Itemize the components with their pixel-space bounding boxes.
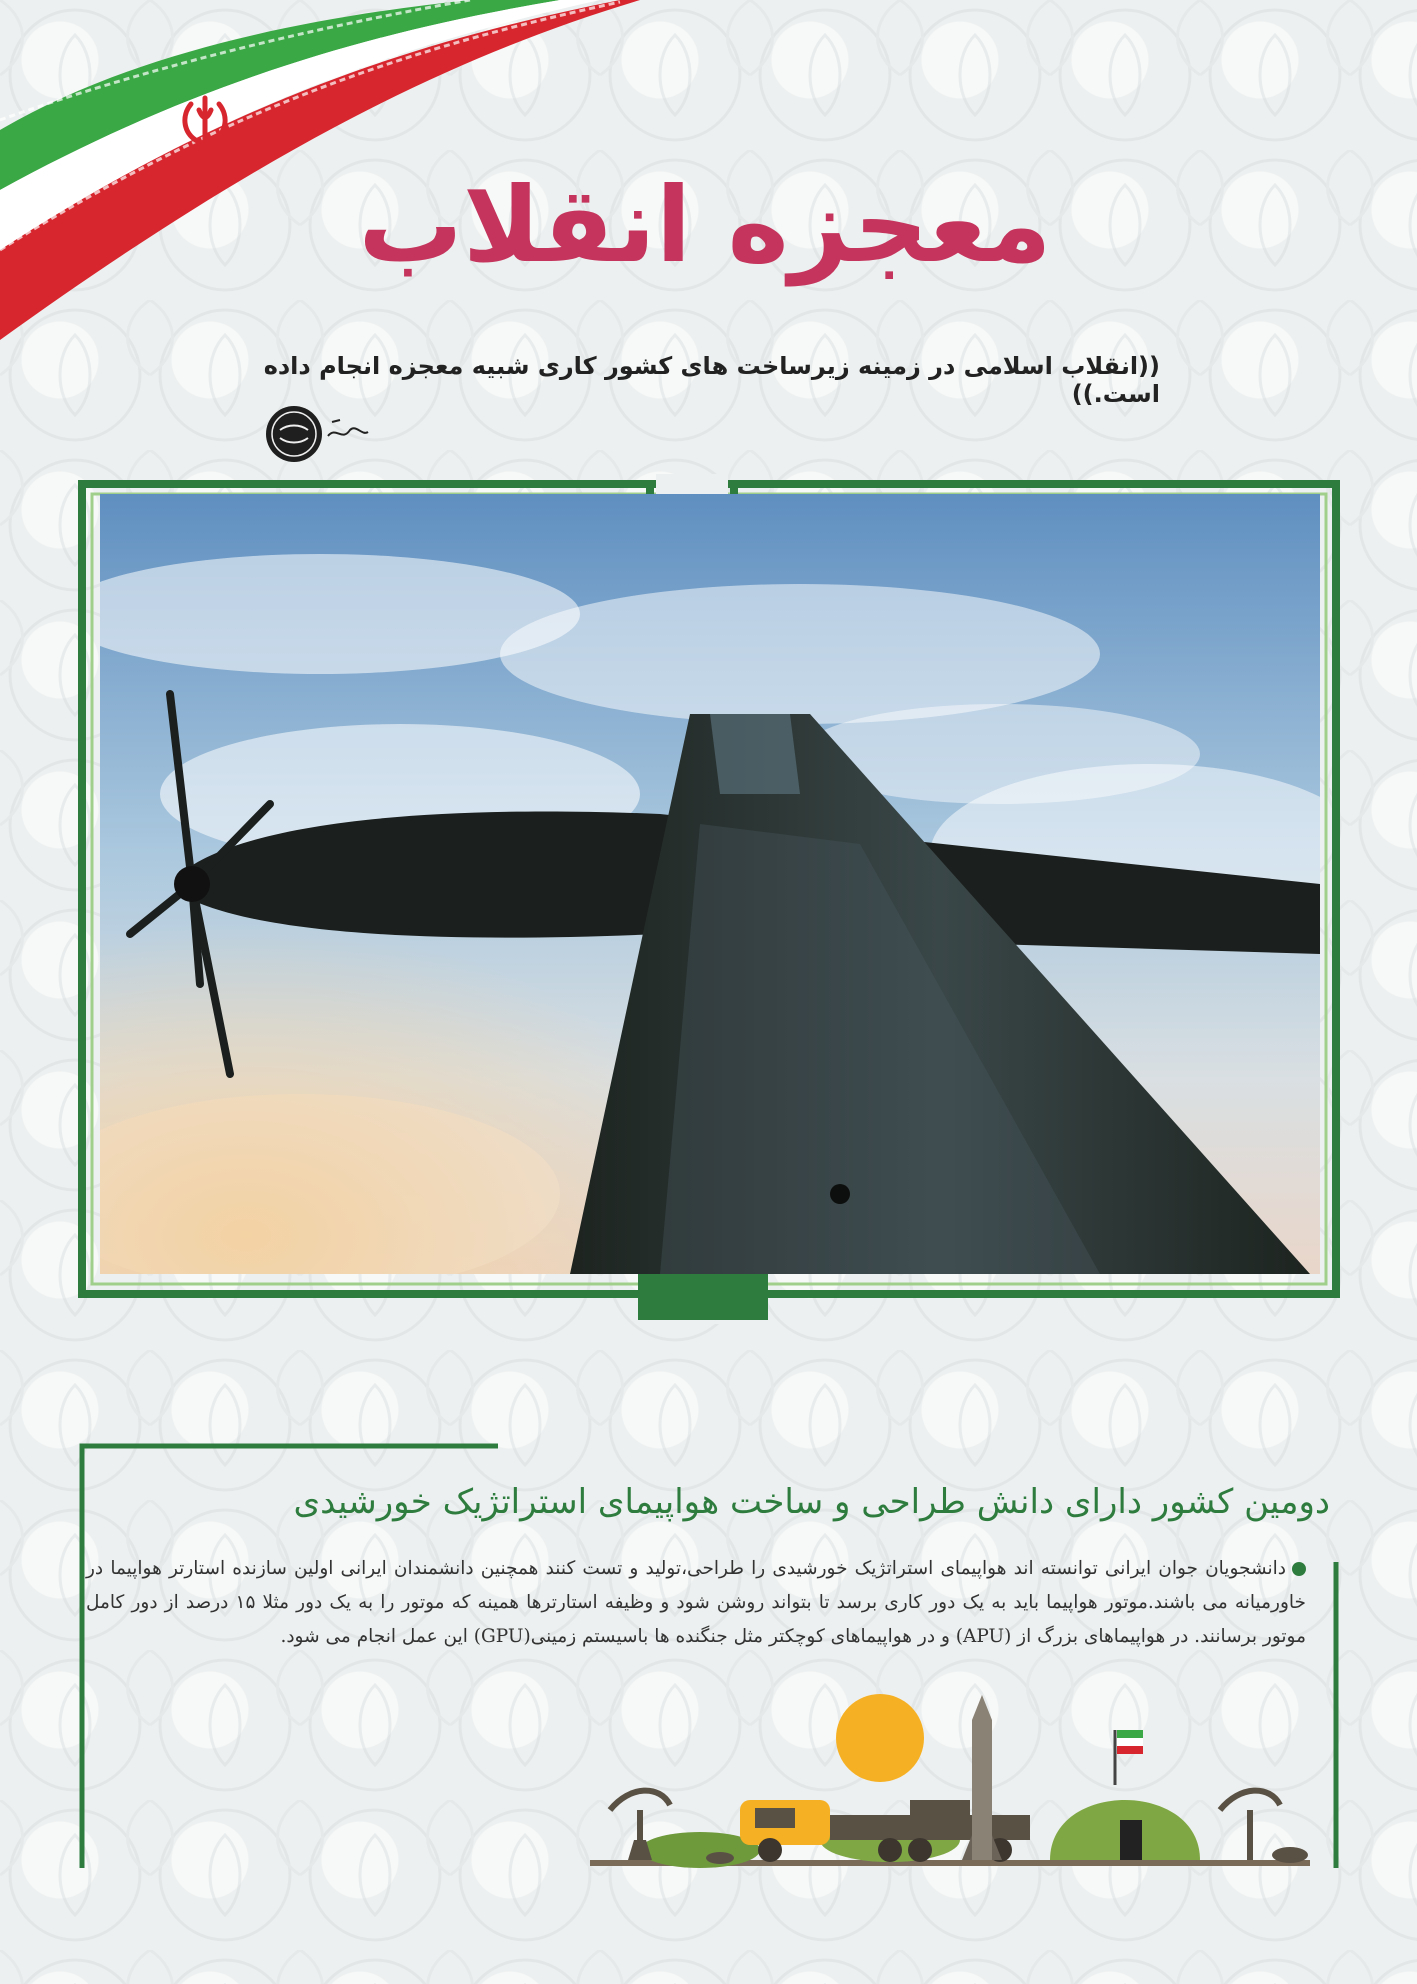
body-text: دانشجویان جوان ایرانی توانسته اند هواپیمای استراتژیک خورشیدی را طراحی،تولید و تست کنند همچنین دانشمندان ایرانی اولین سازنده استارتر هواپیما در خاورمیانه می باشند.موتور هواپیما باید به یک دور کاری برسد تا بتواند روشن شود و وظیفه استارترها همینه که موتور را به یک دور مثلا ۱۵ درصد از دور کامل موتور برسانند. در هواپیماهای بزرگ از (APU) و در هواپیماهای کوچکتر مثل جنگنده ها باسیستم زمینی(GPU) این عمل انجام می شود.: [86, 1558, 1306, 1647]
sun-icon: [836, 1694, 924, 1782]
bunker-dome-icon: [1050, 1730, 1200, 1860]
leader-quote: ((انقلاب اسلامی در زمینه زیرساخت های کشور کاری شبیه معجزه انجام داده است.)): [263, 352, 1160, 408]
body-paragraph: [86, 1552, 1306, 1654]
solar-aircraft-photo: [100, 494, 1320, 1274]
page-title: معجزه انقلاب: [358, 164, 1052, 286]
bullet-icon: [1292, 1562, 1306, 1576]
radar-dish-icon: [1220, 1791, 1280, 1860]
military-base-illustration: [590, 1690, 1330, 1870]
section-heading: دومین کشور دارای دانش طراحی و ساخت هواپیمای استراتژیک خورشیدی: [293, 1482, 1330, 1522]
signature-seal-icon: [262, 402, 372, 464]
